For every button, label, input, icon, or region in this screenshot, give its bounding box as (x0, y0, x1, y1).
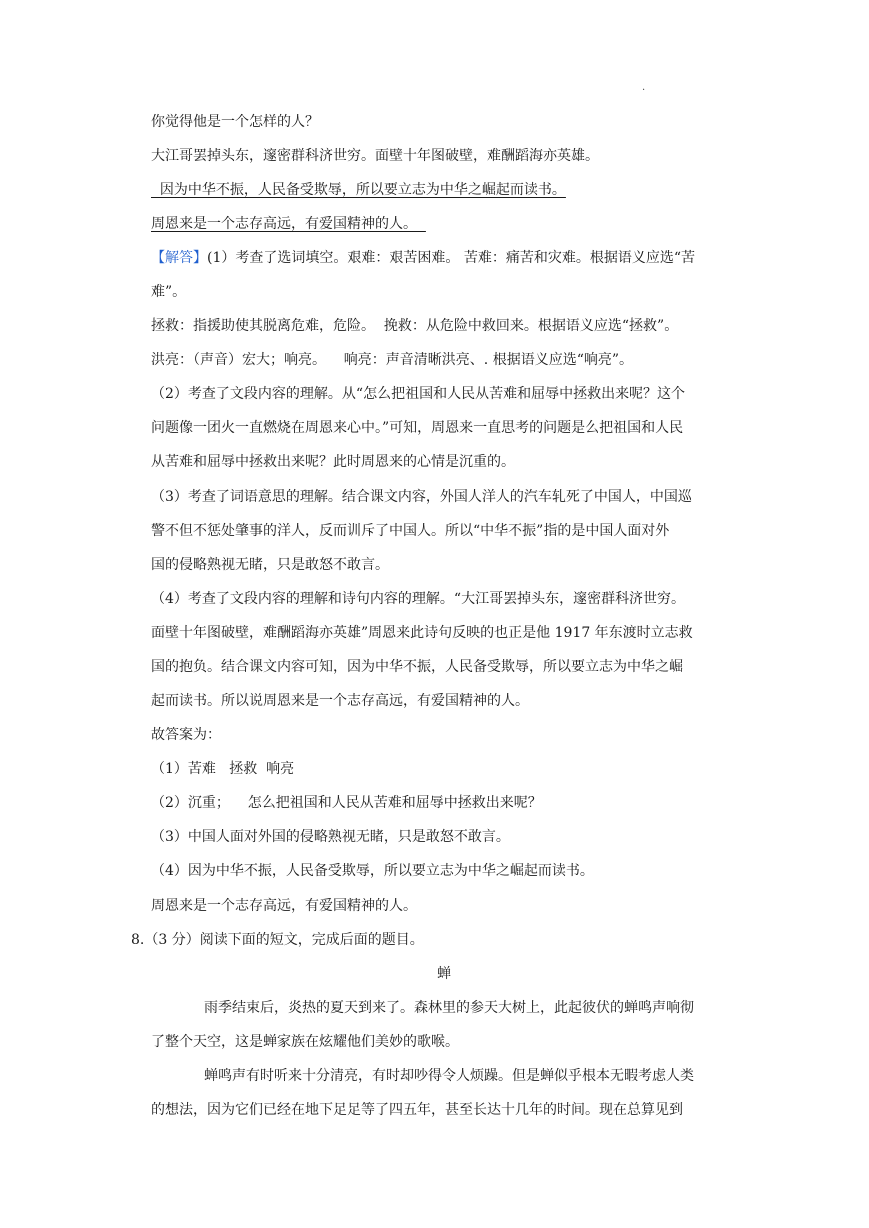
solution-line: 警不但不惩处肇事的洋人，反而训斥了中国人。所以“中华不振”指的是中国人面对外 (151, 523, 670, 539)
solution-text: (1）考查了选词填空。艰难：艰苦困难。 苦难：痛苦和灾难。根据语义应选“苦 (207, 250, 695, 266)
solution-line: 国的侵略熟视无睹，只是敢怒不敢言。 (151, 557, 389, 573)
answer-item: 周恩来是一个志存高远，有爱国精神的人。 (151, 898, 417, 914)
passage-line: 了整个天空，这是蝉家族在炫耀他们美妙的歌喉。 (151, 1034, 459, 1050)
poem-line: 大江哥罢掉头东，邃密群科济世穷。面壁十年图破壁，难酬蹈海亦英雄。 (151, 148, 599, 164)
solution-line: 国的抱负。结合课文内容可知，因为中华不振，人民备受欺辱，所以要立志为中华之崛 (151, 659, 683, 675)
solution-line (151, 248, 695, 268)
question-8-heading: 8.（3 分）阅读下面的短文，完成后面的题目。 (131, 932, 424, 948)
solution-line: 洪亮：（声音）宏大；响亮。 响亮：声音清晰洪亮、. 根据语义应选“响亮”。 (151, 352, 634, 368)
passage-line: 雨季结束后，炎热的夏天到来了。森林里的参天大树上，此起彼伏的蝉鸣声响彻 (204, 1000, 694, 1016)
passage-line: 的想法，因为它们已经在地下足足等了四五年，甚至长达十几年的时间。现在总算见到 (151, 1102, 683, 1118)
question-line: 你觉得他是一个怎样的人？ (151, 114, 319, 130)
answer-underlined-line: 周恩来是一个志存高远，有爱国精神的人。 (151, 216, 426, 232)
solution-line: 难”。 (151, 284, 187, 300)
answer-item: （3）中国人面对外国的侵略熟视无睹，只是敢怒不敢言。 (151, 829, 510, 845)
solution-line: 从苦难和屈辱中拯救出来呢？此时周恩来的心情是沉重的。 (151, 454, 515, 470)
answer-item: （2）沉重； 怎么把祖国和人民从苦难和屈辱中拯救出来呢？ (151, 795, 542, 811)
answer-heading: 故答案为： (151, 727, 221, 743)
solution-tag: 【解答】 (151, 250, 207, 266)
solution-line: 拯救：指援助使其脱离危难，危险。 挽救：从危险中救回来。根据语义应选“拯救”。 (151, 318, 679, 334)
solution-line: （3）考查了词语意思的理解。结合课文内容，外国人洋人的汽车轧死了中国人，中国巡 (151, 489, 692, 505)
answer-item: （1）苦难 拯救 响亮 (151, 761, 295, 777)
solution-line: 问题像一团火一直燃烧在周恩来心中。”可知，周恩来一直思考的问题是么把祖国和人民 (151, 420, 684, 436)
passage-line: 蝉鸣声有时听来十分清亮，有时却吵得令人烦躁。但是蝉似乎根本无暇考虑人类 (204, 1068, 694, 1084)
corner-mark: . (642, 82, 646, 93)
answer-underlined-line: 因为中华不振，人民备受欺辱，所以要立志为中华之崛起而读书。 (151, 182, 566, 198)
solution-line: 起而读书。所以说周恩来是一个志存高远，有爱国精神的人。 (151, 693, 529, 709)
passage-title: 蝉 (437, 966, 451, 982)
solution-line: 面壁十年图破壁，难酬蹈海亦英雄”周恩来此诗句反映的也正是他 1917 年东渡时立志救 (151, 625, 693, 641)
solution-line: （4）考查了文段内容的理解和诗句内容的理解。“大江哥罢掉头东，邃密群科济世穷。 (151, 591, 686, 607)
answer-item: （4）因为中华不振，人民备受欺辱，所以要立志为中华之崛起而读书。 (151, 863, 594, 879)
solution-line: （2）考查了文段内容的理解。从“怎么把祖国和人民从苦难和屈辱中拯救出来呢？这个 (151, 386, 686, 402)
